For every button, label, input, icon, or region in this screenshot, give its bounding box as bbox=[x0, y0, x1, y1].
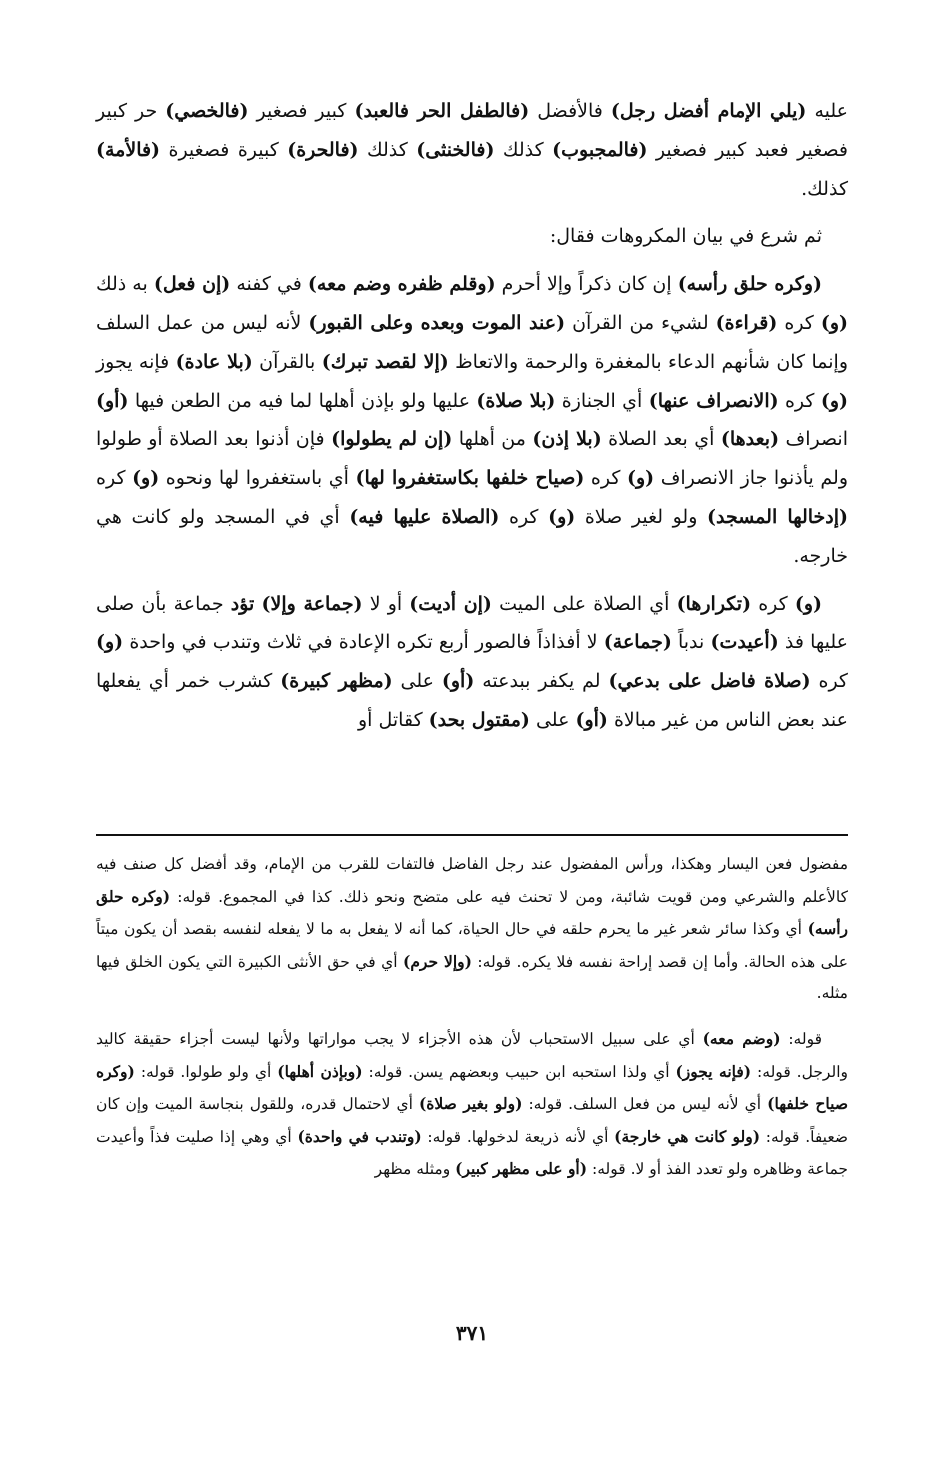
paragraph-3 bbox=[96, 265, 848, 575]
text-span: بالقرآن bbox=[252, 350, 322, 373]
bold-span: (فالحرة) bbox=[287, 138, 359, 161]
bold-span: (مقتول بحد) bbox=[428, 708, 530, 731]
bold-span: (فالخصي) bbox=[165, 100, 249, 122]
text-span: فإنه يجوز bbox=[96, 350, 176, 373]
text-span: كذلك bbox=[358, 138, 417, 161]
text-span: أي وكذا سائر شعر غير ما يحرم حلقه في حال الحياة، كما أنه لا يفعل به ما لا يفعله لنفسه بقصد أن يكون ميتاً على هذه الحالة. وأما إن قصد إراحة نفسه فلا يكره. قوله: bbox=[96, 920, 848, 971]
text-span: كبير فصغير bbox=[248, 100, 355, 122]
bold-span: (إدخالها المسجد) bbox=[707, 505, 849, 528]
main-text bbox=[96, 92, 848, 740]
bold-span: (و) bbox=[96, 631, 124, 654]
text-span: أي الجنازة bbox=[555, 389, 649, 412]
text-span: أي في حق الأنثى الكبيرة التي يكون الخلق فيها مثله. bbox=[96, 952, 848, 1003]
bold-span: (وكره صياح خلفها) bbox=[96, 1061, 848, 1114]
bold-span: (وتندب في واحدة) bbox=[297, 1126, 422, 1146]
text-span: أي بعد الصلاة bbox=[601, 428, 721, 451]
bold-span: (وإلا حرم) bbox=[402, 951, 472, 971]
text-span: كقاتل أو bbox=[358, 708, 429, 731]
text-span: من أهلها bbox=[452, 428, 533, 451]
text-span: كره bbox=[584, 467, 627, 490]
bold-span: (وكره حلق رأسه) bbox=[677, 273, 822, 296]
bold-span: (فالطفل الحر فالعبد) bbox=[354, 100, 530, 122]
text-span: على bbox=[392, 670, 442, 693]
bold-span: (فالمجبوب) bbox=[552, 138, 648, 161]
text-span: فالأفضل bbox=[529, 100, 611, 122]
text-span: أي وهي إذا صليت فذاً وأعيدت جماعة وظاهره ولو تعدد الفذ أو لا. قوله: bbox=[96, 1127, 848, 1179]
footnotes bbox=[96, 849, 848, 1186]
text-span: فإن أذنوا بعد الصلاة أو طولوا ولم يأذنوا جاز الانصراف bbox=[96, 428, 848, 490]
bold-span: (ولو كانت هي خارجة) bbox=[614, 1126, 761, 1146]
bold-span: (جماعة) bbox=[603, 631, 672, 654]
text-span: أي باستغفروا لها ونحوه bbox=[159, 467, 356, 490]
text-span: ندباً bbox=[671, 631, 711, 654]
footnote-paragraph-2 bbox=[96, 1023, 848, 1186]
bold-span: (أو) bbox=[575, 708, 608, 731]
bold-span: (وكره حلق رأسه) bbox=[96, 886, 848, 939]
text-span: كذلك. bbox=[801, 177, 848, 200]
paragraph-2 bbox=[96, 217, 848, 256]
text-span: كبيرة فصغيرة bbox=[160, 138, 288, 161]
bold-span: (ولو بغير صلاة) bbox=[418, 1094, 523, 1114]
bold-span: (عند الموت وبعده وعلى القبور) bbox=[308, 311, 566, 334]
bold-span: (إن لم يطولوا) bbox=[331, 428, 453, 451]
bold-span: (و) bbox=[132, 467, 160, 490]
bold-span: (قراءة) bbox=[715, 311, 778, 334]
text-span: ومثله مظهر bbox=[374, 1160, 456, 1179]
text-span: كره bbox=[499, 505, 549, 528]
bold-span: (وبإذن أهلها) bbox=[277, 1061, 363, 1081]
bold-span: (بعدها) bbox=[720, 428, 780, 451]
text-span: أي ولو طولوا. قوله: bbox=[134, 1062, 278, 1081]
text-span: جماعة بأن صلى عليها فذ bbox=[96, 592, 849, 654]
bold-span: (بلا إذن) bbox=[532, 428, 602, 451]
text-span: أي لأنه ذريعة لدخولها. قوله: bbox=[421, 1127, 615, 1146]
bold-span: (بلا عادة) bbox=[175, 350, 253, 373]
text-span: كذلك bbox=[494, 138, 553, 161]
text-span: عليها ولو بإذن أهلها لما فيه من الطعن فيها bbox=[128, 389, 477, 412]
text-span: لشيء من القرآن bbox=[565, 311, 716, 334]
bold-span: تؤد bbox=[230, 592, 255, 615]
bold-span: (بلا صلاة) bbox=[476, 389, 556, 412]
text-span: أي لأنه ليس من فعل السلف. قوله: bbox=[522, 1095, 768, 1114]
bold-span: (و) bbox=[820, 311, 849, 334]
text-span: لا أفذاذاً فالصور أربع تكره الإعادة في ثلاث وتندب في واحدة bbox=[123, 631, 604, 654]
bold-span: (إن أديت) bbox=[409, 592, 492, 615]
footnote-paragraph-1 bbox=[96, 849, 848, 1010]
text-span: لم يكفر ببدعته bbox=[474, 670, 609, 693]
text-span: على bbox=[529, 708, 576, 731]
paragraph-1 bbox=[96, 92, 848, 208]
text-span: أي في المسجد ولو كانت هي خارجه. bbox=[96, 505, 848, 567]
text-span: انصراف bbox=[779, 428, 848, 451]
bold-span: (الانصراف عنها) bbox=[648, 389, 779, 412]
text-span: حر كبير فصغير فعبد كبير فصغير bbox=[96, 100, 849, 161]
page-number: ٣٧١ bbox=[455, 1321, 489, 1345]
paragraph-4 bbox=[96, 585, 848, 740]
text-span: ولو لغير صلاة bbox=[575, 505, 707, 528]
text-span: ثم شرع في بيان المكروهات فقال: bbox=[549, 225, 822, 248]
text-span: كره bbox=[751, 592, 795, 615]
bold-span: (تكرارها) bbox=[676, 592, 752, 615]
bold-span: (وقلم ظفره وضم معه) bbox=[307, 273, 496, 296]
bold-span: (فإنه يجوز) bbox=[675, 1061, 752, 1081]
text-span: مفضول فعن اليسار وهكذا، ورأس المفضول عند رجل الفاضل فالتفات للقرب من الإمام، وقد أفضل كل صنف فيه كالأعلم والشرعي ومن قويت شائبة، ومن لا تحنث فيه على متضح ونحو ذلك. كذا في المجموع. قوله: bbox=[96, 855, 848, 906]
text-span: أي لاحتمال قدره، وللقول بنجاسة الميت وإن كان ضعيفاً. قوله: bbox=[96, 1095, 848, 1146]
bold-span: (مظهر كبيرة) bbox=[280, 670, 393, 693]
bold-span: (الصلاة عليها فيه) bbox=[349, 505, 500, 528]
text-span: قوله: bbox=[780, 1029, 822, 1048]
bold-span: (أو) bbox=[96, 389, 129, 412]
bold-span: (صلاة فاضل على بدعي) bbox=[608, 670, 811, 693]
text-span: أي على سبيل الاستحباب لأن هذه الأجزاء لا يجب مواراتها ولأنها ليست أجزاء حقيقة كاليد والرجل. قوله: bbox=[96, 1029, 848, 1081]
text-span: كره bbox=[810, 670, 848, 693]
text-span: عليه bbox=[806, 100, 848, 122]
text-span bbox=[254, 593, 261, 615]
bold-span: (و) bbox=[820, 389, 848, 412]
text-span: في كفنه bbox=[230, 273, 308, 296]
bold-span: (و) bbox=[548, 505, 576, 528]
text-span: إن كان ذكراً وإلا أحرم bbox=[495, 273, 678, 296]
text-span: لأنه ليس من عمل السلف وإنما كان شأنهم الدعاء بالمغفرة والرحمة والاتعاظ bbox=[96, 311, 848, 373]
bold-span: (و) bbox=[626, 467, 655, 490]
bold-span: (فالخنثى) bbox=[416, 138, 495, 161]
bold-span: (أو على مظهر كبير) bbox=[455, 1159, 588, 1179]
bold-span: (أو) bbox=[441, 670, 475, 693]
bold-span: (إن فعل) bbox=[153, 273, 231, 296]
text-span: كشرب خمر أي يفعلها عند بعض الناس من غير مبالاة bbox=[96, 670, 848, 731]
text-span: أو لا bbox=[362, 592, 410, 615]
text-span: أي الصلاة على الميت bbox=[491, 592, 677, 615]
bold-span: (يلي الإمام أفضل رجل) bbox=[610, 100, 807, 122]
text-span: كره bbox=[96, 467, 133, 490]
text-span: أي ولذا استحبه ابن حبيب وبعضهم يسن. قوله: bbox=[362, 1062, 676, 1081]
bold-span: (فالأمة) bbox=[96, 138, 161, 161]
bold-span: (وضم معه) bbox=[702, 1028, 781, 1048]
text-span: به ذلك bbox=[96, 273, 154, 296]
bold-span: (جماعة وإلا) bbox=[261, 592, 363, 615]
bold-span: (إلا لقصد تبرك) bbox=[321, 350, 449, 373]
bold-span: (صياح خلفها بكاستغفروا لها) bbox=[355, 467, 585, 490]
footnote-divider bbox=[96, 834, 848, 836]
bold-span: (و) bbox=[794, 592, 823, 615]
text-span: كره bbox=[778, 389, 821, 412]
bold-span: (أعيدت) bbox=[710, 631, 779, 654]
text-span: كره bbox=[777, 311, 821, 334]
